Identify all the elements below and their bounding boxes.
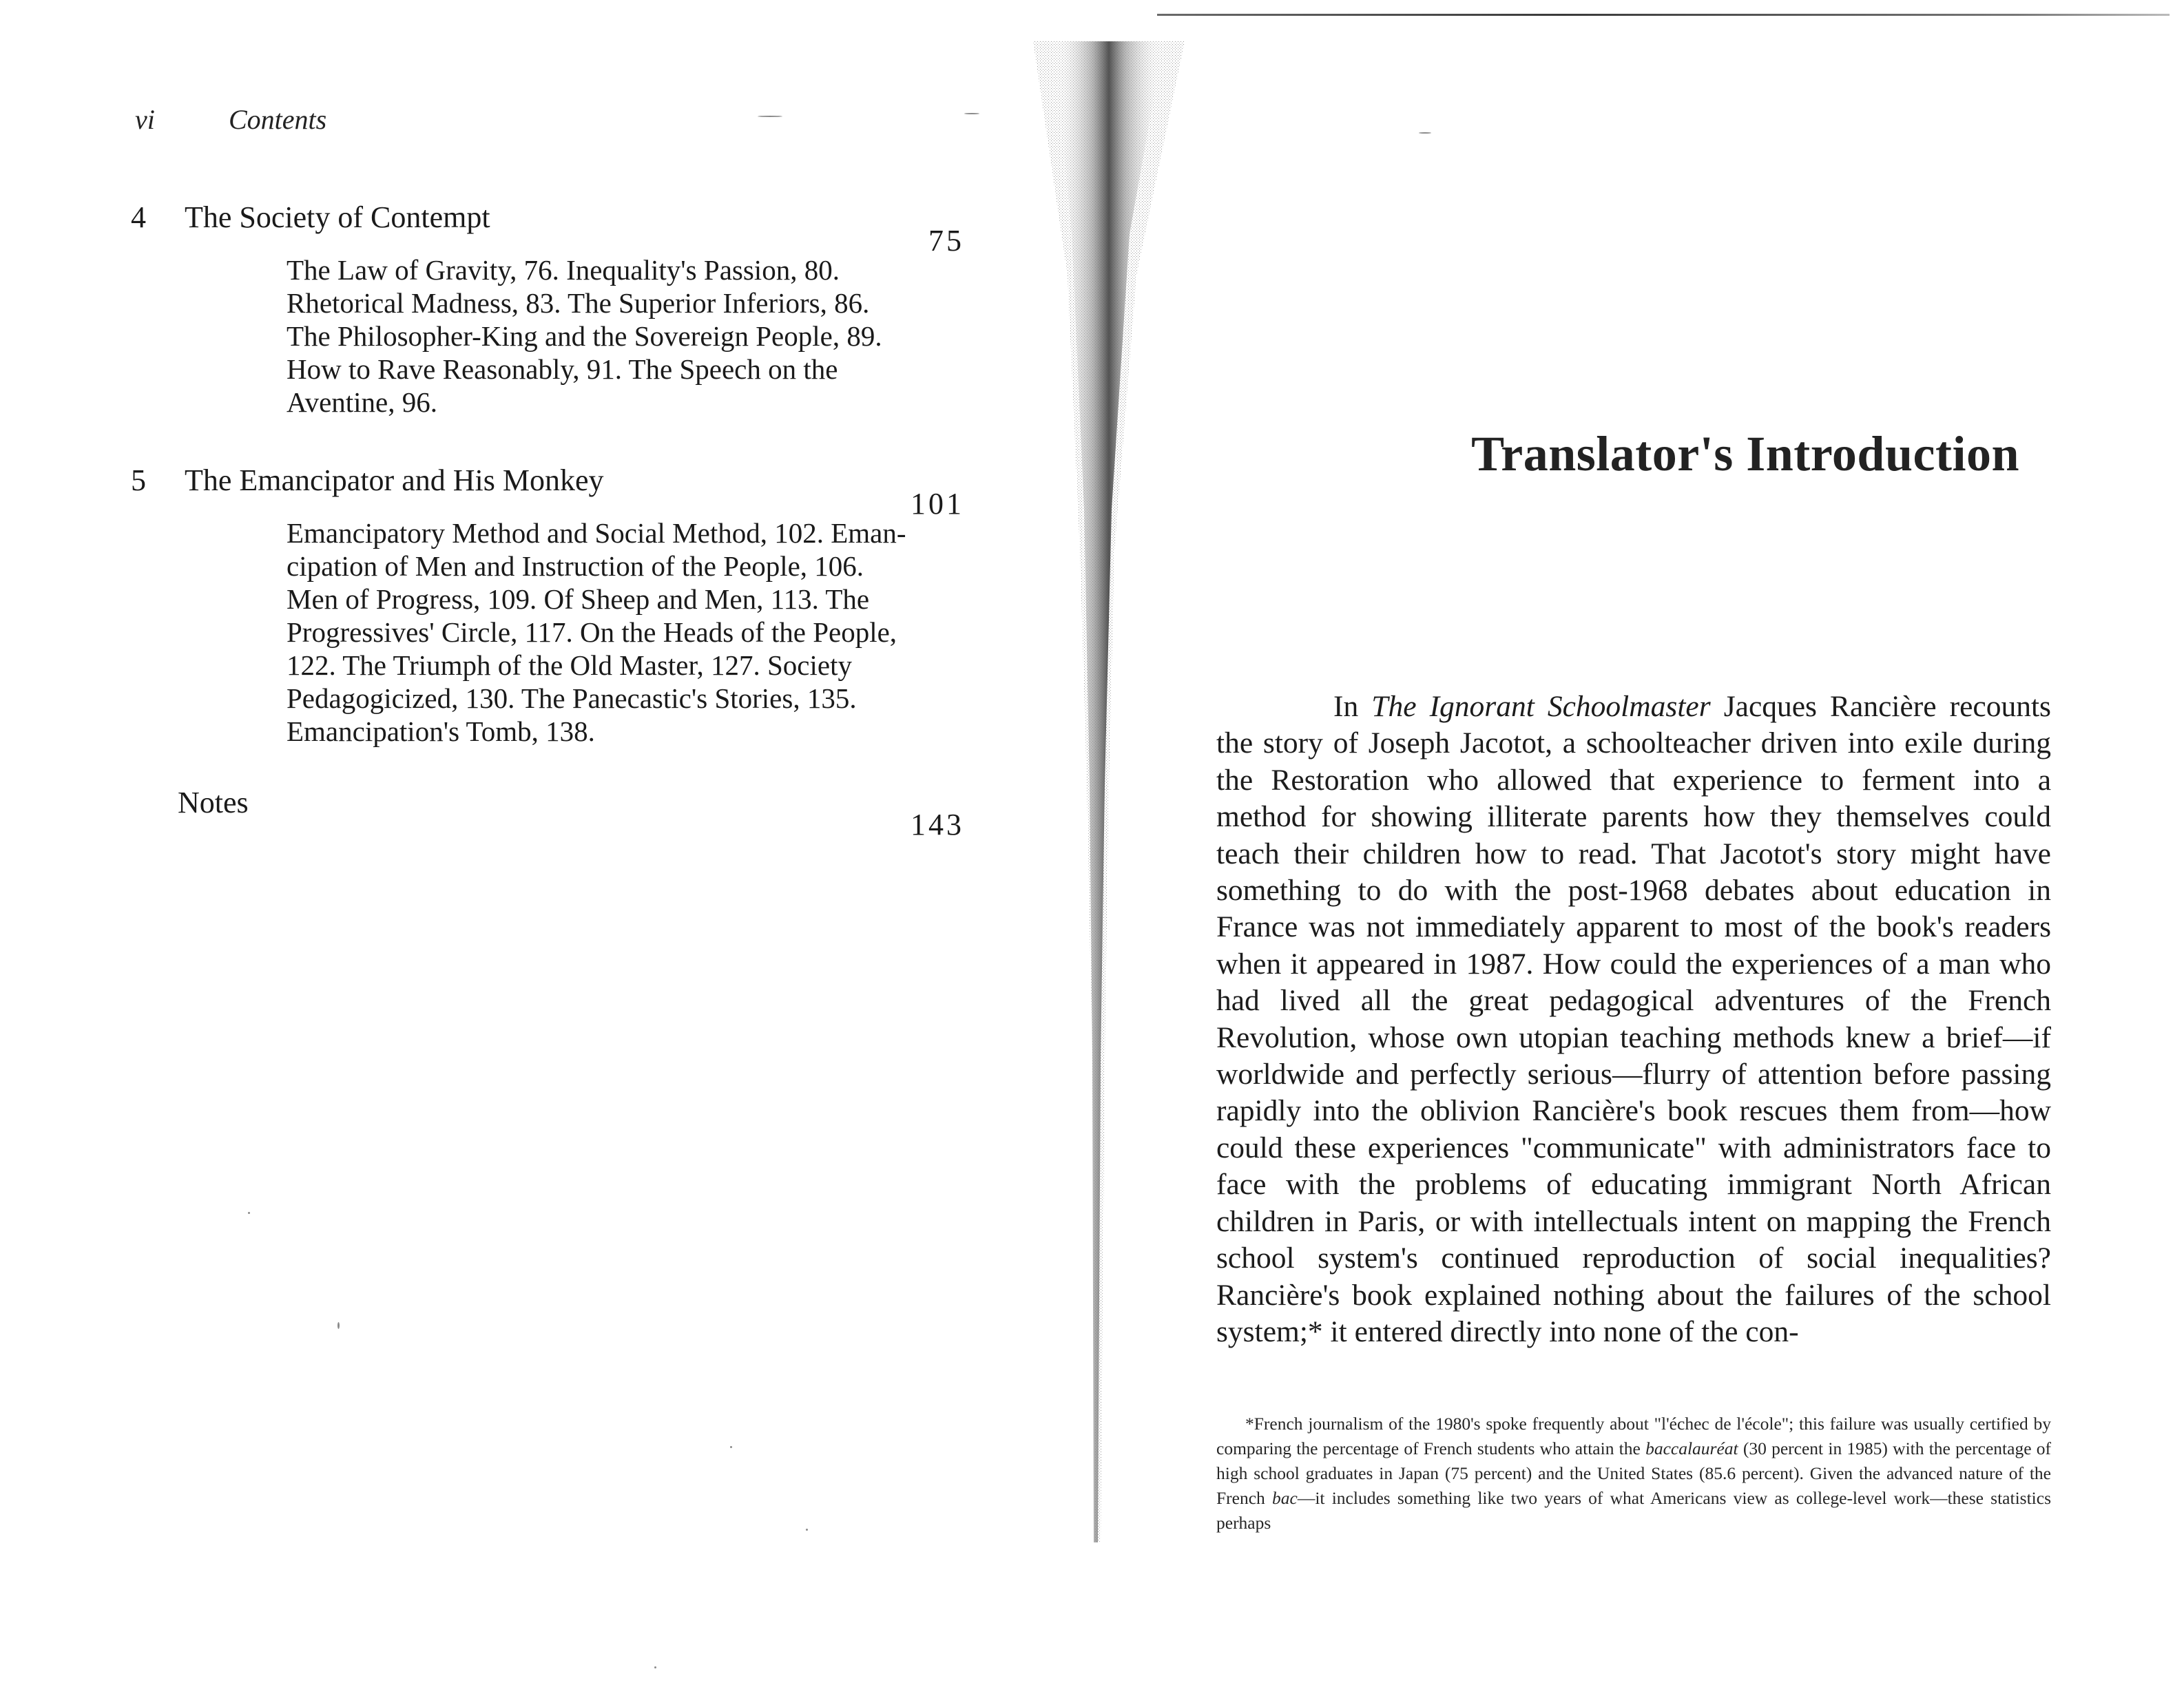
footnote-term-2: bac bbox=[1272, 1488, 1298, 1508]
section-line: Rhetorical Madness, 83. The Superior Inferiors, 86. bbox=[287, 287, 870, 319]
body-paragraph bbox=[1216, 689, 2051, 1350]
footnote-part-3: —it includes something like two years of what Americans view as college-level work—these statistics perhaps bbox=[1216, 1488, 2052, 1533]
section-line: How to Rave Reasonably, 91. The Speech on the bbox=[287, 353, 838, 385]
scan-speck bbox=[806, 1529, 808, 1531]
page-folio: vi bbox=[135, 104, 155, 135]
contents-page bbox=[0, 0, 1033, 1707]
chapter-page-number: 75 bbox=[928, 224, 964, 258]
notes-title: Notes bbox=[178, 786, 249, 819]
chapter-sections bbox=[287, 516, 948, 748]
footnote bbox=[1216, 1412, 2051, 1536]
section-line: Aventine, 96. bbox=[287, 386, 437, 418]
body-lead: In bbox=[1333, 690, 1372, 723]
toc-chapter-heading bbox=[131, 200, 964, 258]
page-top-edge bbox=[1157, 14, 2170, 16]
section-line: Emancipation's Tomb, 138. bbox=[287, 715, 595, 747]
scan-speck bbox=[1419, 132, 1431, 134]
footnote-part-1: *French journalism of the 1980's spoke frequently about "l'échec de l'école"; this failure was usually certified by comparing the percentage of French students who attain the bbox=[1216, 1414, 2051, 1458]
scan-speck bbox=[964, 113, 979, 114]
section-line: Pedagogicized, 130. The Panecastic's Stories, 135. bbox=[287, 682, 857, 714]
scan-speck bbox=[337, 1322, 340, 1329]
running-head-title: Contents bbox=[229, 104, 327, 135]
chapter-title bbox=[1143, 426, 2101, 483]
chapter-title: The Emancipator and His Monkey bbox=[185, 463, 604, 497]
section-line: The Law of Gravity, 76. Inequality's Passion, 80. bbox=[287, 254, 840, 286]
chapter-title: The Society of Contempt bbox=[185, 200, 490, 234]
notes-page-number: 143 bbox=[911, 808, 964, 841]
section-line: Men of Progress, 109. Of Sheep and Men, 113. The bbox=[287, 583, 870, 615]
scan-speck bbox=[730, 1446, 732, 1448]
section-line: 122. The Triumph of the Old Master, 127. Society bbox=[287, 649, 852, 681]
section-line: Emancipatory Method and Social Method, 102. Eman- bbox=[287, 517, 906, 549]
chapter-sections bbox=[287, 253, 948, 419]
section-line: cipation of Men and Instruction of the People, 106. bbox=[287, 550, 864, 582]
toc-notes[interactable] bbox=[178, 785, 964, 841]
footnote-part-2: (30 percent in 1985) with the percentage of high school graduates in Japan (75 percent) and the United States (85.6 percent). Given the advanced nature of the French bbox=[1216, 1438, 2052, 1508]
chapter-page-number: 101 bbox=[911, 487, 964, 521]
scan-speck bbox=[758, 116, 782, 117]
book-title: The Ignorant Schoolmaster bbox=[1371, 690, 1711, 723]
toc-chapter-heading bbox=[131, 463, 964, 521]
introduction-page bbox=[1143, 0, 2184, 1707]
chapter-number: 4 bbox=[131, 200, 146, 234]
toc-chapter-5[interactable] bbox=[131, 463, 964, 748]
toc-chapter-4[interactable] bbox=[131, 200, 964, 419]
scan-speck bbox=[248, 1212, 250, 1214]
body-text: Jacques Rancière recounts the story of Joseph Jacotot, a schoolteacher driven into exile during the Restoration who allowed that experience to ferment into a method for showing illiterate parents how they themselves could teach their children how to read. That Jacotot's story might have something to do with the post-1968 debates about education in France was not immediately apparent to most of the book's readers when it appeared in 1987. How could the experiences of a man who had lived all the great pedagogical adventures of the French Revolution, whose own utopian teaching methods knew a brief—if worldwide and perfectly serious—flurry of attention before passing rapidly into the oblivion Rancière's book rescues them from—how could these experiences "communicate" with administrators face to face with the problems of educating immigrant North African children in Paris, or with intellectuals intent on mapping the French school system's continued reproduction of social inequalities? Rancière's book explained nothing about the failures of the school system;* it entered directly into none of the con- bbox=[1216, 690, 2051, 1348]
footnote-term-1: baccalauréat bbox=[1645, 1438, 1738, 1458]
chapter-title-text: Translator's Introduction bbox=[1471, 426, 2019, 482]
section-line: Progressives' Circle, 117. On the Heads of the People, bbox=[287, 616, 897, 648]
chapter-number: 5 bbox=[131, 463, 146, 497]
scan-speck bbox=[654, 1666, 656, 1668]
section-line: The Philosopher-King and the Sovereign People, 89. bbox=[287, 320, 882, 352]
